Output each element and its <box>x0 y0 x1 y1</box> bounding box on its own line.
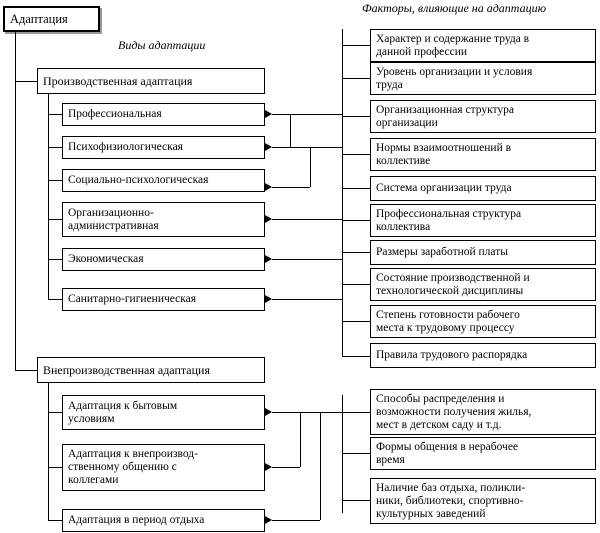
connector-factor-6 <box>342 220 370 221</box>
connector-factor-2 <box>342 78 370 79</box>
node-factor-workplace-readiness[interactable] <box>370 305 596 338</box>
node-factor-relations-norms-label: Нормы взаимоотношений в коллективе <box>376 141 512 167</box>
node-nonfactor-housing-label: Способы распределения и возможности получения жилья, мест в детском саду и т.д. <box>376 392 532 431</box>
arrow-head-to-professional <box>265 110 272 118</box>
node-factor-discipline[interactable] <box>370 268 596 301</box>
node-nonprodtype-household-label: Адаптация к бытовым условиям <box>68 399 178 425</box>
arrow-head-to-communication <box>265 463 272 471</box>
node-nonprodtype-leisure-label: Адаптация в период отдыха <box>68 514 205 526</box>
connector-prodtype-4 <box>48 219 62 220</box>
node-nonprodtype-communication[interactable] <box>62 444 265 491</box>
node-branch-nonproduction[interactable] <box>37 357 265 383</box>
spine-production-types <box>48 94 49 299</box>
connector-factor-4 <box>342 154 370 155</box>
node-nonfactor-facilities[interactable] <box>370 478 596 524</box>
node-factor-org-level[interactable] <box>370 62 596 95</box>
node-prodtype-professional[interactable] <box>62 103 265 126</box>
node-factor-work-system-label: Система организации труда <box>376 182 512 194</box>
arrow-line-to-psychophysiological <box>272 147 292 148</box>
node-factor-relations-norms[interactable] <box>370 138 596 171</box>
connector-factor-8 <box>342 284 370 285</box>
node-prodtype-organizational-administrative-label: Организационно- административная <box>68 206 159 232</box>
node-factor-professional-structure-label: Профессиональная структура коллектива <box>376 207 522 233</box>
node-factor-work-nature[interactable] <box>370 29 596 62</box>
connector-factor-9 <box>342 321 370 322</box>
connector-root-branch2 <box>15 370 37 371</box>
connector-nonfactor-1 <box>342 412 370 413</box>
arrow-branch-vert-e <box>320 412 321 520</box>
node-factor-org-structure-label: Организационная структура организации <box>376 103 514 129</box>
connector-prodtype-2 <box>48 147 62 148</box>
arrow-line-to-household <box>272 412 342 413</box>
connector-factor-3 <box>342 116 370 117</box>
caption-types: Виды адаптации <box>118 38 206 52</box>
arrow-line-to-economic <box>272 259 342 260</box>
node-factor-work-rules[interactable] <box>370 343 596 368</box>
arrow-head-to-sanitary <box>265 295 272 303</box>
node-prodtype-economic-label: Экономическая <box>68 253 144 265</box>
connector-nonfactor-3 <box>342 500 370 501</box>
connector-factor-5 <box>342 188 370 189</box>
node-branch-production-label: Производственная адаптация <box>43 73 193 88</box>
arrow-branch-vert-c <box>310 180 311 187</box>
node-nonprodtype-communication-label: Адаптация к внепроизвод- ственному общению с коллегами <box>68 448 198 486</box>
spine-root-vertical <box>15 32 16 370</box>
connector-factor-7 <box>342 252 370 253</box>
arrow-head-to-leisure <box>265 516 272 524</box>
node-prodtype-sanitary-hygienic[interactable] <box>62 288 265 311</box>
arrow-line-to-communication <box>272 467 300 468</box>
node-root-label: Адаптация <box>10 11 68 26</box>
connector-prodtype-6 <box>48 299 62 300</box>
node-prodtype-psychophysiological[interactable] <box>62 136 265 159</box>
node-prodtype-social-psychological-label: Социально-психологическая <box>68 174 209 186</box>
node-factor-discipline-label: Состояние производственной и технологической дисциплины <box>376 271 530 297</box>
arrow-head-to-social <box>265 183 272 191</box>
node-nonfactor-housing[interactable] <box>370 389 596 435</box>
node-factor-org-level-label: Уровень организации и условия труда <box>376 65 533 91</box>
arrow-head-to-economic <box>265 255 272 263</box>
arrow-line-b-top <box>290 147 342 148</box>
node-factor-workplace-readiness-label: Степень готовности рабочего места к трудовому процессу <box>376 308 520 334</box>
node-factor-org-structure[interactable] <box>370 100 596 133</box>
node-factor-work-nature-label: Характер и содержание труда в данной профессии <box>376 32 530 58</box>
node-prodtype-professional-label: Профессиональная <box>68 108 162 120</box>
arrow-line-to-leisure <box>272 520 320 521</box>
node-factor-salary-label: Размеры заработной платы <box>376 246 508 258</box>
node-factor-professional-structure[interactable] <box>370 204 596 237</box>
node-nonfactor-facilities-label: Наличие баз отдыха, поликли- ники, библиотеки, спортивно- культурных заведений <box>376 481 526 520</box>
connector-nonprodtype-2 <box>48 467 62 468</box>
connector-nonprodtype-3 <box>48 520 62 521</box>
arrow-branch-vert-a <box>290 114 291 147</box>
node-factor-work-system[interactable] <box>370 176 596 201</box>
node-prodtype-economic[interactable] <box>62 248 265 271</box>
connector-nonfactor-2 <box>342 453 370 454</box>
arrow-line-to-sanitary <box>272 299 342 300</box>
connector-prodtype-5 <box>48 259 62 260</box>
connector-prodtype-1 <box>48 114 62 115</box>
connector-nonprodtype-1 <box>48 412 62 413</box>
node-prodtype-sanitary-hygienic-label: Санитарно-гигиеническая <box>68 293 197 305</box>
connector-prodtype-3 <box>48 180 62 181</box>
node-prodtype-social-psychological[interactable] <box>62 169 265 192</box>
spine-nonproduction-types <box>48 383 49 520</box>
connector-factor-1 <box>342 45 370 46</box>
node-branch-production[interactable] <box>37 68 265 94</box>
arrow-branch-vert-d <box>300 412 301 467</box>
node-nonfactor-communication-forms-label: Формы общения в нерабочее время <box>376 440 519 466</box>
caption-factors: Факторы, влияющие на адаптацию <box>362 1 547 15</box>
arrow-head-to-psychophysiological <box>265 143 272 151</box>
arrow-line-to-orgadmin <box>272 219 342 220</box>
node-factor-work-rules-label: Правила трудового распорядка <box>376 349 528 361</box>
node-prodtype-psychophysiological-label: Психофизиологическая <box>68 141 183 153</box>
node-prodtype-organizational-administrative[interactable] <box>62 202 265 237</box>
connector-root-branch1 <box>15 81 37 82</box>
node-branch-nonproduction-label: Внепроизводственная адаптация <box>43 362 210 377</box>
node-nonfactor-communication-forms[interactable] <box>370 437 596 470</box>
arrow-head-to-household <box>265 408 272 416</box>
node-nonprodtype-leisure[interactable] <box>62 509 265 532</box>
arrow-branch-vert-b <box>310 147 311 180</box>
arrow-line-to-professional <box>272 114 342 115</box>
node-factor-salary[interactable] <box>370 240 596 265</box>
node-root[interactable] <box>3 6 100 32</box>
arrow-head-to-orgadmin <box>265 215 272 223</box>
connector-factor-10 <box>342 356 370 357</box>
arrow-line-to-social <box>272 187 310 188</box>
node-nonprodtype-household[interactable] <box>62 395 265 430</box>
